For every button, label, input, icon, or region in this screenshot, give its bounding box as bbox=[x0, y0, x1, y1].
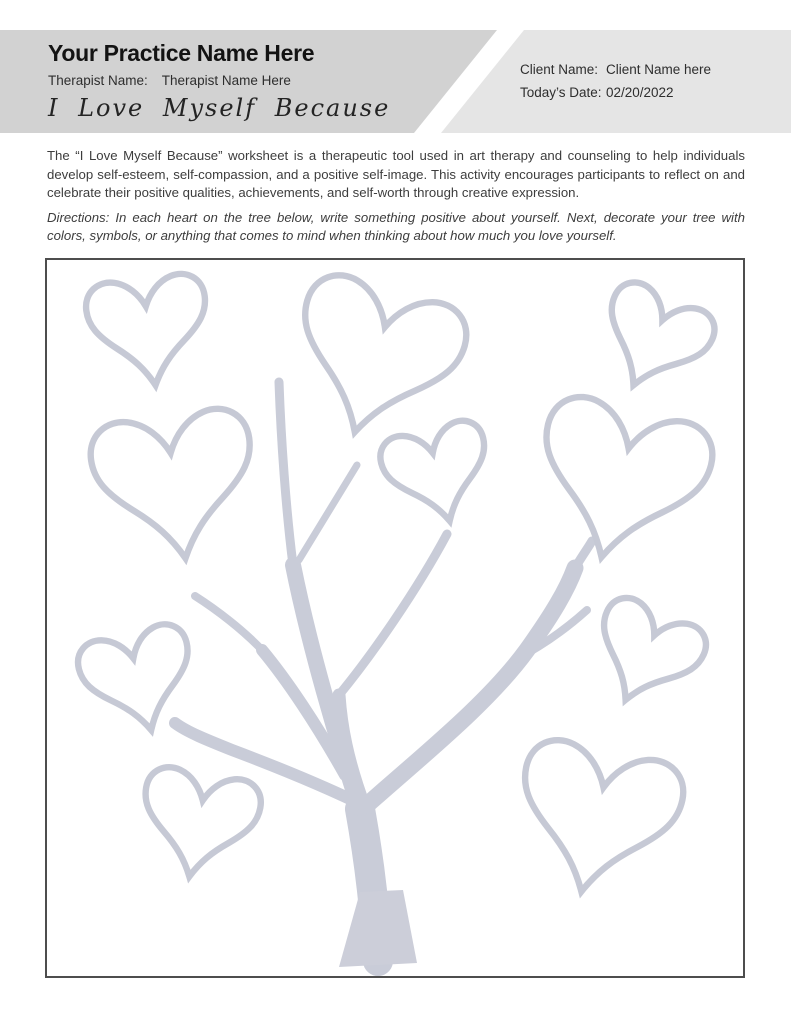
header-band bbox=[0, 30, 791, 133]
tree-branch bbox=[279, 382, 293, 565]
intro-paragraph: The “I Love Myself Because” worksheet is a therapeutic tool used in art therapy and counseling to help individuals develop self-esteem, self-compassion, and a positive self-image. This activity encourages participants to reflect on and celebrate their positive qualities, achievements, and self-worth through creative expression. bbox=[47, 148, 745, 201]
worksheet-script-title: I Love Myself Because bbox=[48, 94, 391, 123]
tree-trunk-base bbox=[339, 890, 417, 967]
date-label: Today’s Date: bbox=[520, 85, 602, 100]
therapist-label: Therapist Name: bbox=[48, 73, 148, 89]
tree-branch bbox=[299, 465, 357, 560]
tree-heart[interactable] bbox=[83, 271, 214, 392]
tree-heart[interactable] bbox=[503, 734, 689, 908]
date-field[interactable]: 02/20/2022 bbox=[606, 85, 674, 100]
tree-hearts bbox=[73, 268, 721, 909]
header-right-block bbox=[520, 61, 711, 107]
tree-heart[interactable] bbox=[86, 405, 264, 570]
practice-name-title: Your Practice Name Here bbox=[48, 40, 315, 66]
therapist-value-field[interactable]: Therapist Name Here bbox=[161, 73, 291, 89]
worksheet-drawing-box bbox=[45, 258, 745, 978]
tree-heart[interactable] bbox=[520, 390, 720, 578]
tree-illustration bbox=[47, 260, 743, 976]
client-name-line bbox=[520, 61, 711, 78]
tree-branch bbox=[339, 534, 447, 695]
date-line bbox=[520, 84, 711, 101]
tree-heart[interactable] bbox=[132, 764, 264, 887]
tree-branch bbox=[195, 596, 262, 650]
client-name-label: Client Name: bbox=[520, 62, 599, 77]
tree-heart[interactable] bbox=[376, 416, 501, 533]
therapist-line bbox=[48, 73, 390, 88]
directions-paragraph: Directions: In each heart on the tree below, write something positive about yourself. Next, decorate your tree with colors, symbols, or anything that comes to mind when thinking about how much you love yourself. bbox=[47, 210, 745, 243]
client-name-field[interactable]: Client Name here bbox=[606, 62, 712, 77]
tree-branch bbox=[575, 541, 592, 568]
tree-heart[interactable] bbox=[585, 276, 722, 407]
header-left-block bbox=[48, 41, 390, 122]
tree-heart[interactable] bbox=[577, 591, 712, 721]
